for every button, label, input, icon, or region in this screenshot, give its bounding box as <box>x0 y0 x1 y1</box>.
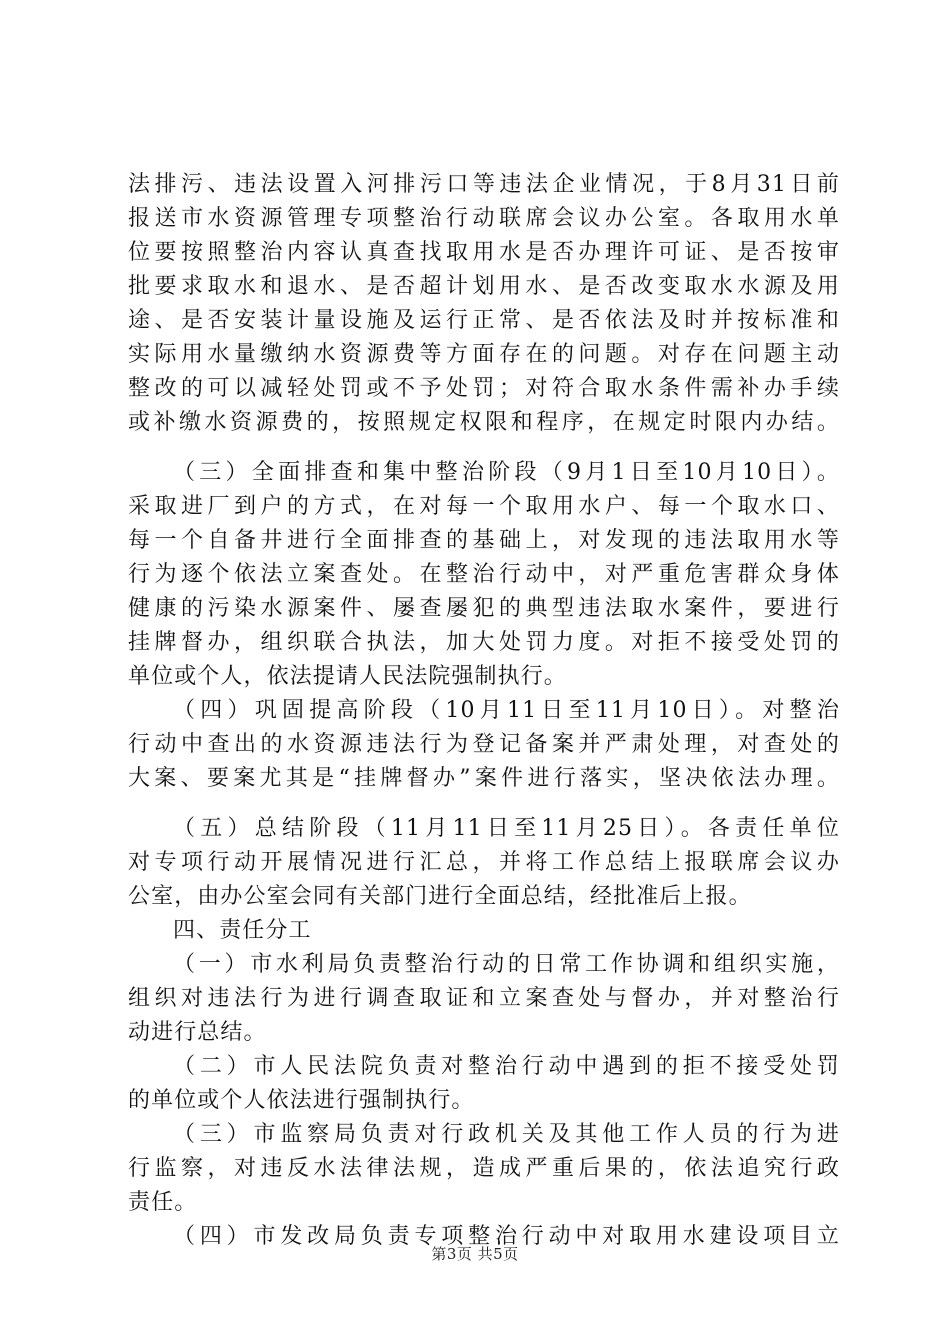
text-line: 的单位或个人依法进行强制执行。 <box>128 1088 475 1113</box>
text-line: 采取进厂到户的方式，在对每一个取用水户、每一个取水口、 <box>128 494 840 519</box>
text-line: 行监察，对违反水法律法规，造成严重后果的，依法追究行政 <box>128 1156 840 1181</box>
text-line: 行为逐个依法立案查处。在整治行动中，对严重危害群众身体 <box>128 562 840 587</box>
text-line: 位要按照整治内容认真查找取用水是否办理许可证、是否按审 <box>128 240 840 265</box>
page-footer: 第3页 共5页 <box>431 1245 519 1263</box>
text-line: 每一个自备井进行全面排查的基础上，对发现的违法取用水等 <box>128 528 840 553</box>
text-line: 责任。 <box>128 1190 198 1215</box>
text-line: 报送市水资源管理专项整治行动联席会议办公室。各取用水单 <box>128 206 840 231</box>
text-line: 批要求取水和退水、是否超计划用水、是否改变取水水源及用 <box>128 274 840 299</box>
section-heading-3: （三）全面排查和集中整治阶段（9月1日至10月10日）。 <box>173 460 840 485</box>
text-line: 组织对违法行为进行调查取证和立案查处与督办，并对整治行 <box>128 986 840 1011</box>
text-line: 或补缴水资源费的，按照规定权限和程序，在规定时限内办结。 <box>128 410 840 435</box>
section-heading-4: （四）巩固提高阶段（10月11日至11月10日）。对整治 <box>173 698 840 723</box>
text-line: 实际用水量缴纳水资源费等方面存在的问题。对存在问题主动 <box>128 342 840 367</box>
section-heading-5: （五）总结阶段（11月11日至11月25日）。各责任单位 <box>173 816 840 841</box>
text-line: 整改的可以减轻处罚或不予处罚；对符合取水条件需补办手续 <box>128 376 840 401</box>
text-line: 大案、要案尤其是“挂牌督办”案件进行落实，坚决依法办理。 <box>128 766 840 791</box>
text-line: 行动中查出的水资源违法行为登记备案并严肃处理，对查处的 <box>128 732 840 757</box>
text-line: 挂牌督办，组织联合执法，加大处罚力度。对拒不接受处罚的 <box>128 630 840 655</box>
text-line: 动进行总结。 <box>128 1020 267 1045</box>
text-line: 单位或个人，依法提请人民法院强制执行。 <box>128 664 567 689</box>
responsibility-item-3: （三）市监察局负责对行政机关及其他工作人员的行为进 <box>173 1122 840 1147</box>
text-line: 途、是否安装计量设施及运行正常、是否依法及时并按标准和 <box>128 308 840 333</box>
responsibility-item-2: （二）市人民法院负责对整治行动中遇到的拒不接受处罚 <box>173 1054 840 1079</box>
text-line: 法排污、违法设置入河排污口等违法企业情况，于8月31日前 <box>128 172 840 197</box>
text-line: 公室，由办公室会同有关部门进行全面总结，经批准后上报。 <box>128 884 752 909</box>
text-line: 对专项行动开展情况进行汇总，并将工作总结上报联席会议办 <box>128 850 840 875</box>
text-line: 健康的污染水源案件、屡查屡犯的典型违法取水案件，要进行 <box>128 596 840 621</box>
responsibility-item-4: （四）市发改局负责专项整治行动中对取用水建设项目立 <box>173 1224 840 1249</box>
section-title-responsibilities: 四、责任分工 <box>173 918 312 943</box>
responsibility-item-1: （一）市水利局负责整治行动的日常工作协调和组织实施， <box>173 952 840 977</box>
